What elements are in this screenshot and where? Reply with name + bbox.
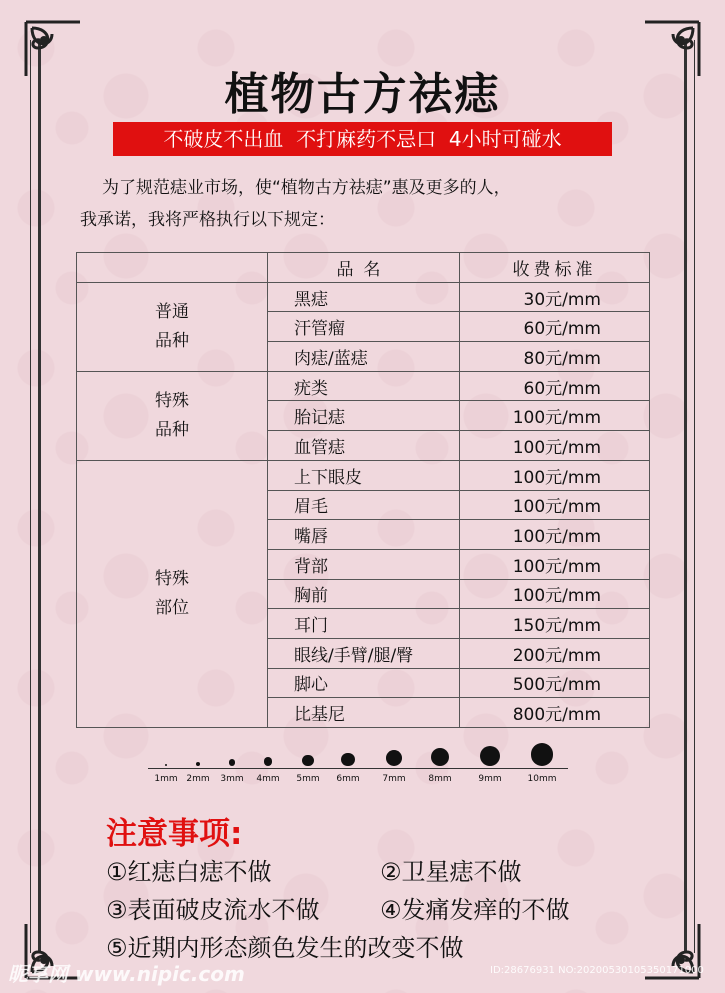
item-name: 黑痣 xyxy=(268,282,460,312)
frame-right-thin xyxy=(694,40,695,953)
category-label: 部位 xyxy=(155,597,189,618)
watermark-logo: 昵享网 www.nipic.com xyxy=(8,962,245,986)
header-name: 品名 xyxy=(268,253,460,283)
watermark-id: ID:28676931 NO:20200530105350171000 xyxy=(490,965,704,976)
notice-item-1: ①红痣白痣不做 xyxy=(106,858,272,886)
scale-dot xyxy=(196,762,200,766)
item-name: 胎记痣 xyxy=(268,401,460,431)
scale-label: 1mm xyxy=(154,774,178,784)
item-name: 疣类 xyxy=(268,371,460,401)
item-price: 60元/mm xyxy=(460,312,650,342)
notice-item-4: ④发痛发痒的不做 xyxy=(380,896,570,924)
item-name: 胸前 xyxy=(268,579,460,609)
item-price: 200元/mm xyxy=(460,638,650,668)
page-title: 植物古方祛痣 xyxy=(224,69,501,120)
item-price: 60元/mm xyxy=(460,371,650,401)
table-row xyxy=(77,460,650,490)
item-price: 100元/mm xyxy=(460,490,650,520)
category-label: 特殊 xyxy=(155,390,189,411)
scale-line xyxy=(148,768,568,769)
scale-dot xyxy=(531,743,554,766)
scale-dot xyxy=(431,748,449,766)
scale-label: 3mm xyxy=(220,774,244,784)
scale-label: 6mm xyxy=(336,774,360,784)
price-table xyxy=(76,252,650,728)
category-cell xyxy=(77,371,268,460)
item-name: 汗管瘤 xyxy=(268,312,460,342)
item-price: 100元/mm xyxy=(460,520,650,550)
scale-dot xyxy=(341,753,355,767)
item-name: 眼线/手臂/腿/臀 xyxy=(268,638,460,668)
item-price: 80元/mm xyxy=(460,342,650,372)
feature-banner: 不破皮不出血 不打麻药不忌口 4小时可碰水 xyxy=(113,122,612,156)
size-scale xyxy=(148,742,568,782)
notice-item-2: ②卫星痣不做 xyxy=(380,858,522,886)
category-label: 品种 xyxy=(155,330,189,351)
header-blank xyxy=(77,253,268,283)
item-name: 比基尼 xyxy=(268,698,460,728)
scale-dot xyxy=(386,750,402,766)
intro-line-2: 我承诺，我将严格执行以下规定： xyxy=(80,210,335,230)
frame-left-thick xyxy=(38,40,41,953)
scale-dot xyxy=(165,764,167,766)
scale-label: 7mm xyxy=(382,774,406,784)
item-price: 100元/mm xyxy=(460,431,650,461)
scale-dot xyxy=(264,757,273,766)
item-price: 30元/mm xyxy=(460,282,650,312)
item-name: 背部 xyxy=(268,549,460,579)
scale-dot xyxy=(302,755,313,766)
header-price: 收费标准 xyxy=(460,253,650,283)
intro-line-1: 为了规范痣业市场，使“植物古方祛痣”惠及更多的人， xyxy=(102,178,511,198)
item-name: 上下眼皮 xyxy=(268,460,460,490)
item-price: 150元/mm xyxy=(460,609,650,639)
scale-label: 9mm xyxy=(478,774,502,784)
item-price: 500元/mm xyxy=(460,668,650,698)
frame-right-thick xyxy=(684,40,687,953)
scale-label: 5mm xyxy=(296,774,320,784)
item-price: 100元/mm xyxy=(460,549,650,579)
frame-left-thin xyxy=(30,40,31,953)
item-name: 眉毛 xyxy=(268,490,460,520)
scale-label: 4mm xyxy=(256,774,280,784)
table-row xyxy=(77,371,650,401)
table-row xyxy=(77,282,650,312)
notice-item-5: ⑤近期内形态颜色发生的改变不做 xyxy=(106,934,464,962)
item-price: 100元/mm xyxy=(460,401,650,431)
category-label: 特殊 xyxy=(155,568,189,589)
item-price: 100元/mm xyxy=(460,579,650,609)
scale-dot xyxy=(480,746,500,766)
item-name: 脚心 xyxy=(268,668,460,698)
item-name: 血管痣 xyxy=(268,431,460,461)
item-price: 800元/mm xyxy=(460,698,650,728)
intro-text xyxy=(80,172,660,236)
item-name: 耳门 xyxy=(268,609,460,639)
item-name: 肉痣/蓝痣 xyxy=(268,342,460,372)
category-label: 品种 xyxy=(155,419,189,440)
item-name: 嘴唇 xyxy=(268,520,460,550)
category-label: 普通 xyxy=(155,301,189,322)
item-price: 100元/mm xyxy=(460,460,650,490)
scale-label: 8mm xyxy=(428,774,452,784)
notice-item-3: ③表面破皮流水不做 xyxy=(106,896,320,924)
scale-dot xyxy=(229,759,236,766)
scale-label: 10mm xyxy=(527,774,557,784)
scale-label: 2mm xyxy=(186,774,210,784)
notice-heading: 注意事项: xyxy=(106,816,243,852)
category-cell xyxy=(77,282,268,371)
category-cell xyxy=(77,460,268,727)
